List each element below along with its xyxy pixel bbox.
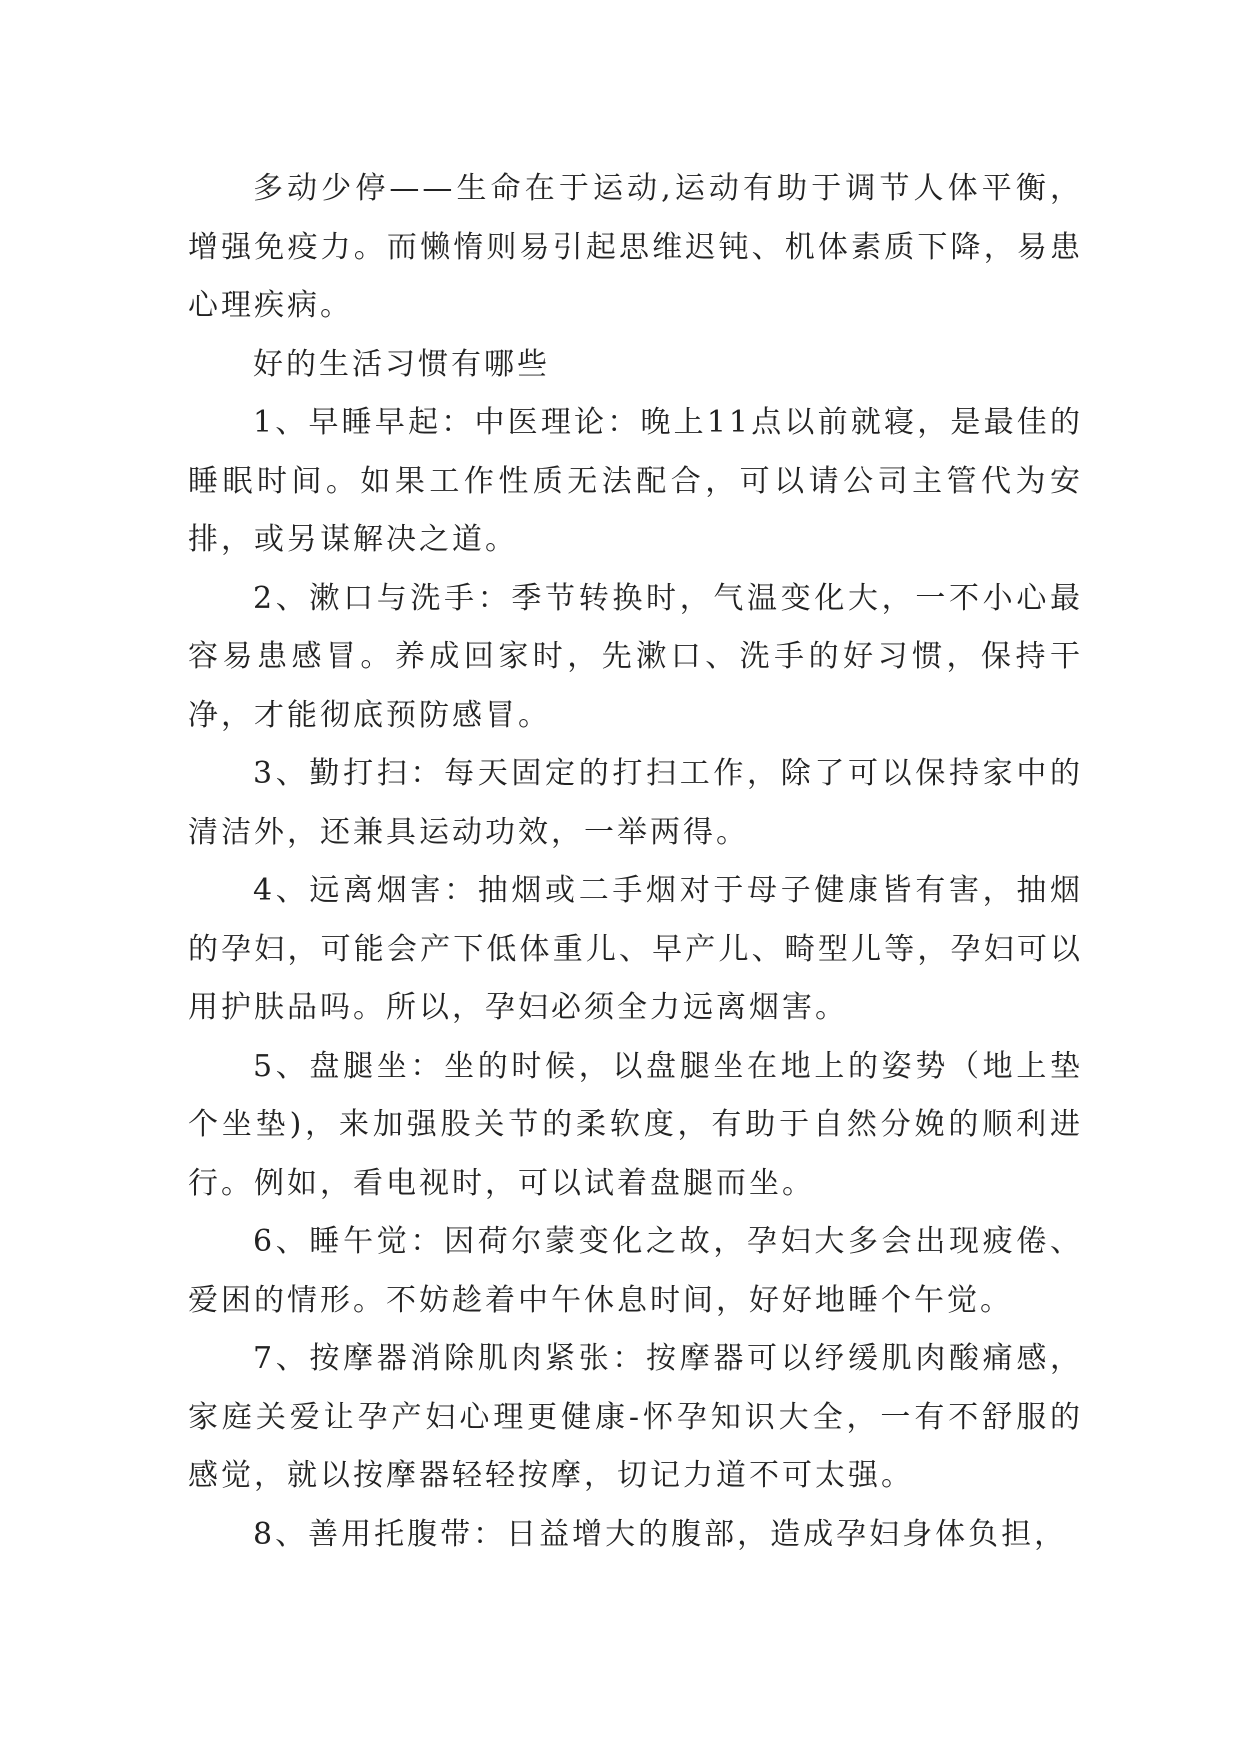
list-item-5: 5、盘腿坐：坐的时候，以盘腿坐在地上的姿势（地上垫个坐垫)，来加强股关节的柔软度，有助于自然分娩的顺利进行。例如，看电视时，可以试着盘腿而坐。: [188, 1048, 1083, 1201]
list-item-7: 7、按摩器消除肌肉紧张：按摩器可以纾缓肌肉酸痛感，家庭关爱让孕产妇心理更健康-怀孕知识大全，一有不舒服的感觉，就以按摩器轻轻按摩，切记力道不可太强。: [188, 1341, 1083, 1493]
list-item-3: 3、勤打扫：每天固定的打扫工作，除了可以保持家中的清洁外，还兼具运动功效，一举两得。: [188, 756, 1083, 850]
section-heading: 好的生活习惯有哪些: [253, 346, 550, 382]
list-item-6: 6、睡午觉：因荷尔蒙变化之故，孕妇大多会出现疲倦、爱困的情形。不妨趁着中午休息时间，好好地睡个午觉。: [188, 1224, 1083, 1318]
list-item-8: 8、善用托腹带：日益增大的腹部，造成孕妇身体负担，: [253, 1516, 1068, 1552]
document-body: [188, 160, 1083, 1564]
paragraph-intro-exercise: 多动少停——生命在于运动,运动有助于调节人体平衡，增强免疫力。而懒惰则易引起思维迟钝、机体素质下降，易患心理疾病。: [188, 171, 1083, 323]
list-item-4: 4、远离烟害：抽烟或二手烟对于母子健康皆有害，抽烟的孕妇，可能会产下低体重儿、早产儿、畸型儿等，孕妇可以用护肤品吗。所以，孕妇必须全力远离烟害。: [188, 873, 1083, 1025]
list-item-1: 1、早睡早起：中医理论：晚上11点以前就寝，是最佳的睡眠时间。如果工作性质无法配合，可以请公司主管代为安排，或另谋解决之道。: [188, 405, 1083, 557]
list-item-2: 2、漱口与洗手：季节转换时，气温变化大，一不小心最容易患感冒。养成回家时，先漱口、洗手的好习惯，保持干净，才能彻底预防感冒。: [188, 580, 1083, 733]
